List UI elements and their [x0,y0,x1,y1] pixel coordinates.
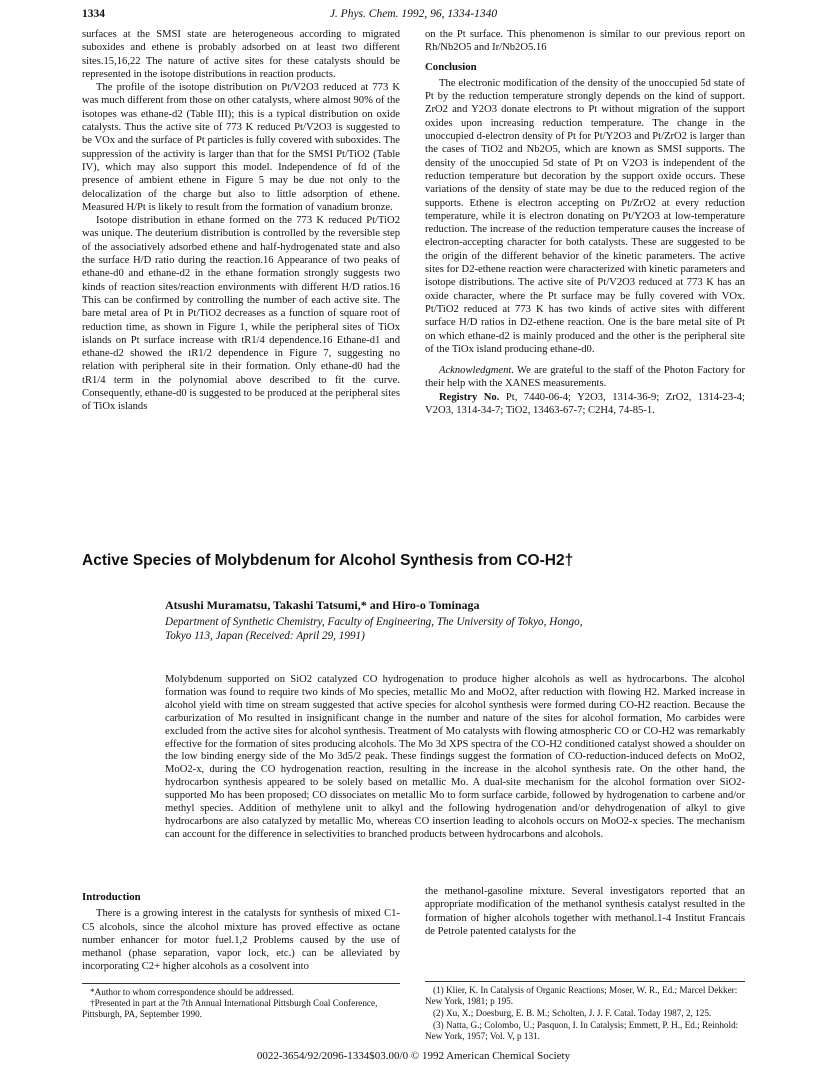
registry-label: Registry No. [439,391,500,403]
footnote-presented: †Presented in part at the 7th Annual International Pittsburgh Coal Conference, Pittsburgh, PA, September 1990. [82,998,378,1019]
right-column-intro [425,885,745,938]
conclusion-heading: Conclusion [425,60,477,73]
acknowledgment [425,364,745,391]
footnotes-left [82,983,400,1020]
reference-item: (1) Klier, K. In Catalysis of Organic Reactions; Moser, W. R., Ed.; Marcel Dekker: New York, 1981; p 195. [425,985,738,1006]
journal-citation: J. Phys. Chem. 1992, 96, 1334-1340 [329,8,498,20]
paragraph: The profile of the isotope distribution on Pt/V2O3 reduced at 773 K was much different from those on other catalysts, where almost 90% of the isotopes was ethane-d2 (Table III); this is a typical distribution on oxide catalysts. Thus the active site of 773 K reduced Pt/V2O3 is suggested to be VOx and the surface of Pt particles is fully covered with suboxides. The suppression of the activity is larger than that for the SMSI Pt/TiO2 (Table IV), which may also support this model. Independence of fd of the presence of ambient ethene in Figure 5 may be due not only to the delocalization of the charge but also to little adsorption of ethene. Measured H/Pt is likely to result from the formation of vanadium bronze. [82,82,400,213]
reference-item: (2) Xu, X.; Doesburg, E. B. M.; Scholten, J. J. F. Catal. Today 1987, 2, 125. [433,1008,712,1018]
article-abstract: Molybdenum supported on SiO2 catalyzed CO hydrogenation to produce higher alcohols as well as hydrocarbons. The alcohol formation was found to require two kinds of Mo species, metallic Mo and MoO2, after reduction with flowing H2. Marked increase in alcohol yield with time on stream suggested that active species for alcohol synthesis were formed during CO-H2 reaction. Because the carburization of Mo resulted in insignificant change in the number and nature of the sites for alcohol formation, Mo carbides were excluded from the active sites for alcohol synthesis. Treatment of Mo catalysts with flowing atmospheric CO or CO-H2 was remarkably effective for the formation of sites producing alcohols. The Mo 3d XPS spectra of the CO-H2 conditioned catalyst showed a shoulder on the low binding energy side of the Mo 3d5/2 peak. These findings suggest the formation of CO-reduction-induced defects on MoO2, MoO2-x, during the CO hydrogenation reaction, resulting in the increase in the alcohol synthesis rate. On the other hand, the hydrocarbon synthesis appeared to be solely based on metallic Mo. A dual-site mechanism for the alcohol formation over SiO2-supported Mo has been proposed; CO dissociates on metallic Mo to form surface carbide, followed by hydrogenation to carbene and/or methyl species. Addition of methylene unit to alkyl and the following hydrogenation and/or dehydrogenation of alkyl to give hydrocarbons are also catalyzed by metallic Mo, whereas CO insertion leading to alcohols occurs on MoO2-x species. The mechanism can account for the difference in selectivities to branched products between hydrocarbons and alcohols. [165,674,745,840]
acknowledgment-label: Acknowledgment. [439,365,515,377]
paragraph: the methanol-gasoline mixture. Several investigators reported that an appropriate modification of the methanol synthesis catalyst resulted in the formation of higher alcohols together with methanol.1-4 Institut Francais de Petrole patented catalysts for the [425,886,745,937]
copyright-footer: 0022-3654/92/2096-1334$03.00/0 © 1992 American Chemical Society [256,1050,571,1062]
article-authors: Atsushi Muramatsu, Takashi Tatsumi,* and Hiro-o Tominaga [165,598,480,612]
reference-item: (3) Natta, G.; Colombo, U.; Pasquon, I. In Catalysis; Emmett, P. H., Ed.; Reinhold: New York, 1957; Vol. V, p 131. [425,1020,739,1041]
registry-text: Pt, 7440-06-4; Y2O3, 1314-36-9; ZrO2, 1314-23-4; V2O3, 1314-34-7; TiO2, 13463-67-7; C2H4, 74-85-1. [425,391,745,417]
article-affiliation: Department of Synthetic Chemistry, Faculty of Engineering, The University of Tokyo, Hongo, Tokyo 113, Japan (Received: April 29, 1991) [165,616,583,642]
running-header [82,8,745,24]
paragraph: Isotope distribution in ethane formed on the 773 K reduced Pt/TiO2 was unique. The deuterium distribution is controlled by the reversible step of the associatively adsorbed ethene and half-hydrogenated state and also the surface H/D ratio during the reaction.16 Appearance of two peaks of ethane-d0 and ethane-d2 in the ethane formation strongly suggests two kinds of reaction sites/reaction environments with different H/D ratios.16 This can be confirmed by controlling the number of each active site. The bare metal area of Pt in Pt/TiO2 decreases as a function of square root of reduction time, as shown in Figure 1, while the peripheral sites of TiOx islands on Pt surface increase with tR1/4 dependence.16 Ethane-d1 and ethane-d2 showed the tR1/2 dependence in Figure 7, suggesting no relation with peripheral site in their formation. Only ethane-d0 had the tR1/4 term in the polynomial above described to fit the curve. Consequently, ethane-d0 is suggested to be produced at the peripheral sites of TiOx islands [82,215,400,413]
references [425,981,745,1043]
registry-numbers [425,391,745,418]
paragraph: on the Pt surface. This phenomenon is similar to our previous report on Rh/Nb2O5 and Ir/Nb2O5.16 [425,29,745,54]
left-column-intro [82,885,400,974]
article-title: Active Species of Molybdenum for Alcohol Synthesis from CO-H2† [82,552,574,569]
paragraph: There is a growing interest in the catalysts for synthesis of mixed C1-C5 alcohols, since the alcohol mixture has proved effective as octane number enhancer for motor fuel.1,2 Problems caused by the use of methanol (phase separation, vapor lock, etc.) can be alleviated by incorporating C2+ higher alcohols as a cosolvent into [82,908,400,973]
left-column-upper [82,28,400,414]
paragraph: The electronic modification of the density of the unoccupied 5d state of Pt by the reduction temperature strongly depends on the kind of support. ZrO2 and Y2O3 donate electrons to Pt without migration of the support oxides upon increasing reduction temperature. The change in the unoccupied d-electron density of Pt for Pt/Y2O3 and Pt/ZrO2 is larger than the cases of TiO2 and Nb2O5, which are known as SMSI supports. The density of the unoccupied 5d state of Pt on V2O3 is independent of the reduction temperature but decoration by the support oxide occurs. These variations of the density of state may be due to the reduced region of the supports. Ethene is electron accepting on Pt/ZrO2 at every reduction temperature, while it is electron donating on Pt/Y2O3 at low-temperature reduction. The increase of the reduction temperature causes the increase of electron-accepting character for both catalysts. These are suggested to be the origin of the different behavior of the kinetic parameters. The active sites for D2-ethene reaction were characterized with kinetic parameters and isotope distributions. The active site of Pt/V2O3 reduced at 773 K has an oxide character, where the Pt surface may be fully covered with VOx. Pt/TiO2 reduced at 773 K has two kinds of active sites with different surface H/D ratios in D2-ethene reaction. One is the bare metal site of Pt on which ethane-d2 is mainly produced and the other is the peripheral site of the TiOx island producing ethane-d0. [425,77,745,355]
paragraph: surfaces at the SMSI state are heterogeneous according to migrated suboxides and ethene is probably adsorbed on at least two different sites.15,16,22 The nature of active sites for these catalysts should be represented in the isotope distributions in reaction products. [82,29,400,80]
introduction-heading: Introduction [82,891,141,903]
footnote-author: *Author to whom correspondence should be addressed. [90,987,294,997]
acknowledgment-text: We are grateful to the staff of the Photon Factory for their help with the XANES measurements. [425,365,745,390]
right-column-upper [425,28,745,417]
page-number: 1334 [82,8,105,20]
